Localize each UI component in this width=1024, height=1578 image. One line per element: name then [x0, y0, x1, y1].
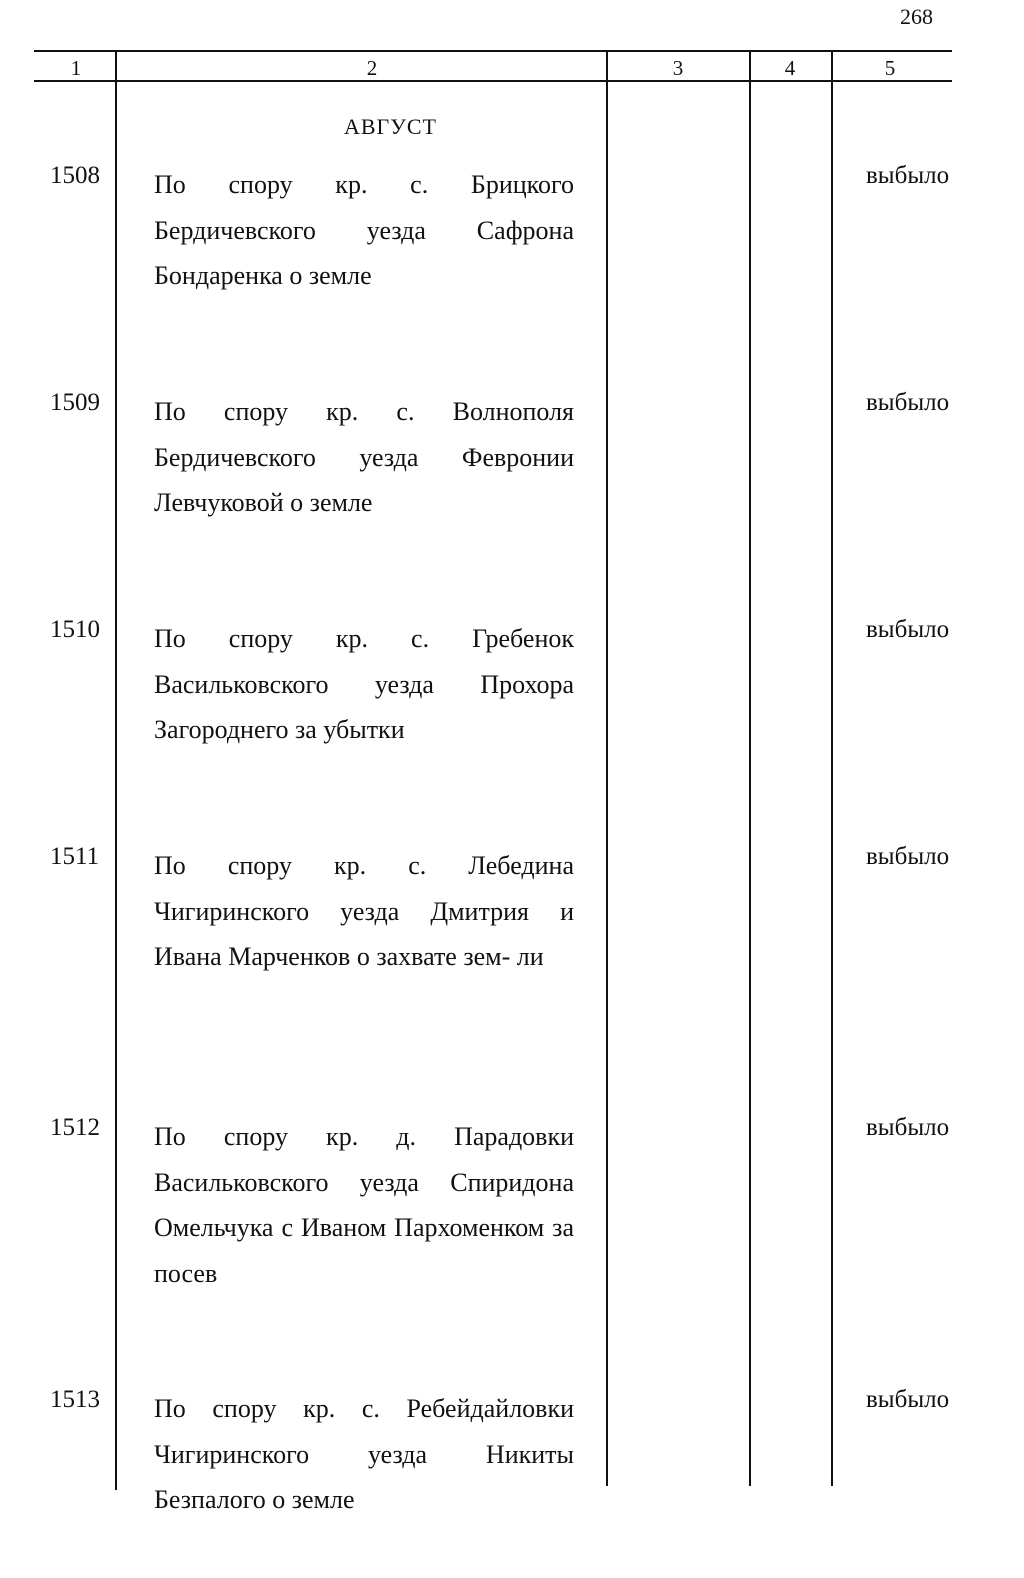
column-divider-2: [606, 50, 608, 1486]
entry-number: 1508: [50, 162, 100, 189]
entry-number: 1510: [50, 616, 100, 643]
entry-description: По спору кр. с. Гребенок Васильковского уезда Прохора Загороднего за убытки: [154, 624, 574, 744]
entry-description: По спору кр. с. Ребейдайловки Чигиринского уезда Никиты Безпалого о земле: [154, 1394, 574, 1514]
entry-number: 1513: [50, 1386, 100, 1413]
entry-status: выбыло: [866, 162, 950, 189]
entry-number: 1512: [50, 1114, 100, 1141]
entry-description: По спору кр. с. Лебедина Чигиринского уезда Дмитрия и Ивана Марченков о захвате зем- ли: [154, 851, 574, 971]
header-col-1: 1: [70, 56, 82, 80]
entry-status: выбыло: [866, 843, 950, 870]
header-col-5: 5: [884, 56, 896, 80]
section-title: АВГУСТ: [344, 114, 437, 139]
column-divider-3: [749, 50, 751, 1486]
header-col-2: 2: [366, 56, 378, 80]
entry-description: По спору кр. с. Брицкого Бердичевского уезда Сафрона Бондаренка о земле: [154, 170, 574, 290]
column-divider-1: [115, 50, 117, 1490]
entry-description: По спору кр. д. Парадовки Васильковского уезда Спиридона Омельчука с Иваном Пархоменком за посев: [154, 1122, 574, 1288]
entry-number: 1509: [50, 389, 100, 416]
entry-number: 1511: [50, 843, 100, 870]
header-top-rule: [34, 50, 952, 52]
entry-status: выбыло: [866, 1114, 950, 1141]
header-bottom-rule: [34, 80, 952, 82]
entry-status: выбыло: [866, 389, 950, 416]
page-number: 268: [900, 4, 933, 29]
entry-status: выбыло: [866, 616, 950, 643]
column-divider-4: [831, 50, 833, 1486]
header-col-4: 4: [784, 56, 796, 80]
entry-description: По спору кр. с. Волнополя Бердичевского уезда Февронии Левчуковой о земле: [154, 397, 574, 517]
header-col-3: 3: [672, 56, 684, 80]
entry-status: выбыло: [866, 1386, 950, 1413]
